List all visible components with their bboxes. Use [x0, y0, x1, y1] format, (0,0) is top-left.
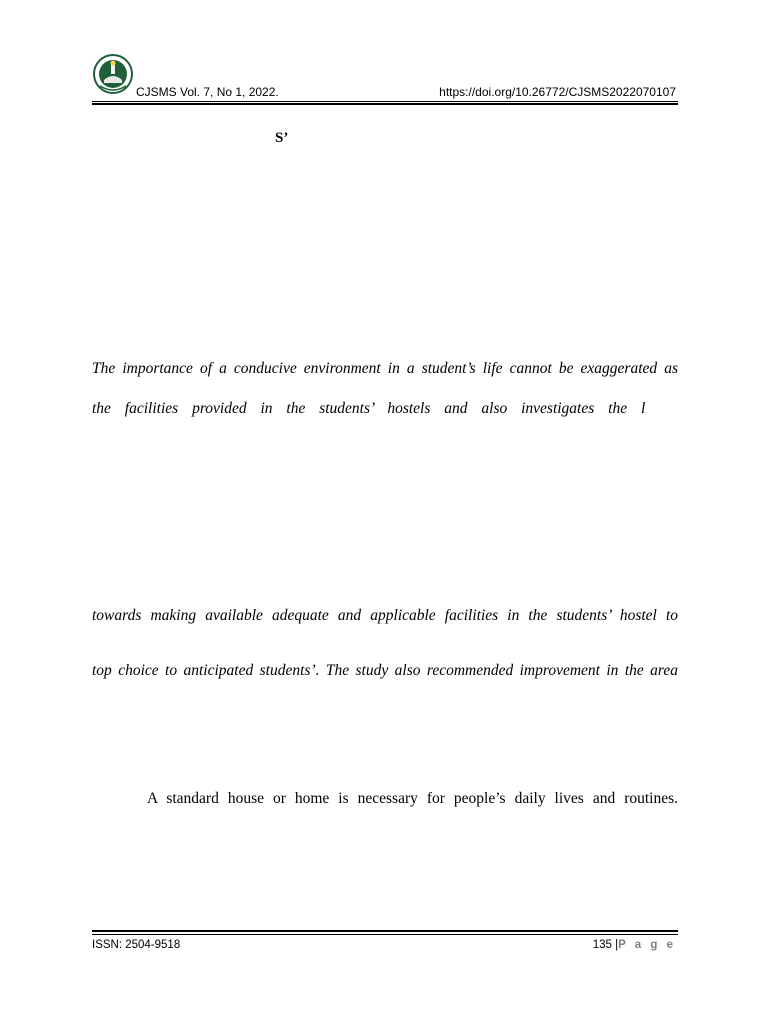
page-indicator: [593, 939, 676, 951]
footer-rule-thick: [92, 930, 678, 932]
page-separator: |: [615, 939, 619, 951]
body-paragraph-line: A standard house or home is necessary for people’s daily lives and routines.: [147, 790, 678, 807]
abstract-line-3: towards making available adequate and applicable facilities in the students’ hostel to: [92, 607, 678, 624]
page-number: 135: [592, 939, 612, 951]
page-label: P a g e: [618, 939, 676, 951]
journal-logo-icon: [92, 53, 134, 99]
journal-citation: CJSMS Vol. 7, No 1, 2022.: [136, 85, 279, 99]
footer-rule-thin: [92, 934, 678, 935]
header-rule-thick: [92, 103, 678, 105]
doi-link[interactable]: https://doi.org/10.26772/CJSMS2022070107: [439, 85, 676, 99]
abstract-line-4: top choice to anticipated students’. The study also recommended improvement in the area: [92, 662, 678, 679]
issn-label: ISSN: 2504-9518: [92, 939, 181, 951]
abstract-line-2: the facilities provided in the students’ hostels and also investigates the l: [92, 400, 646, 417]
header-rule-thin: [92, 101, 678, 102]
abstract-line-1: The importance of a conducive environment in a student’s life cannot be exaggerated as: [92, 360, 678, 377]
article-title-fragment: S’: [275, 130, 289, 146]
